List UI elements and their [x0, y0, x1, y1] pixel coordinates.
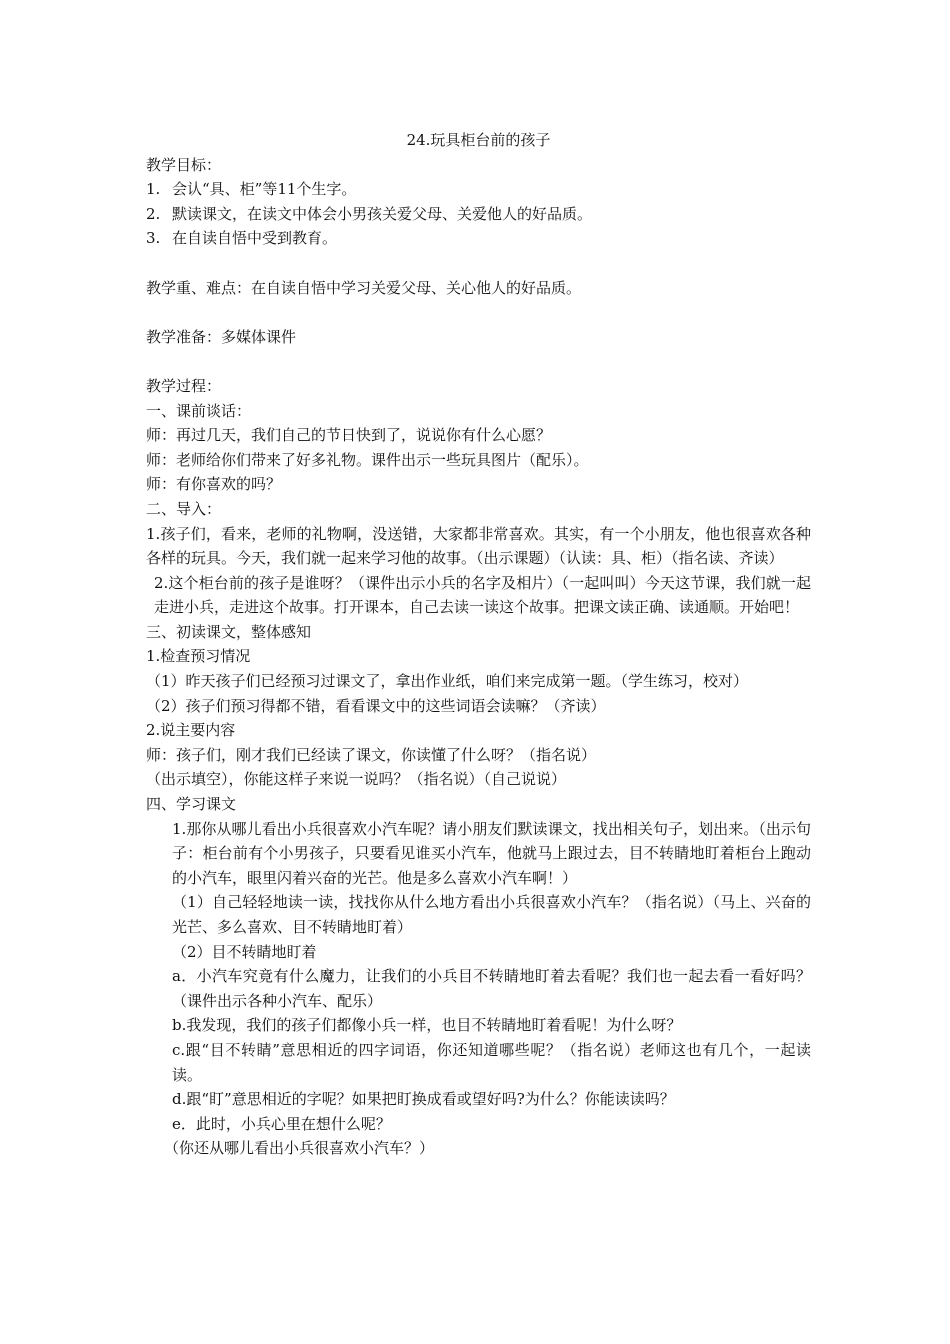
goal-item-2 — [146, 202, 811, 227]
document-page — [146, 128, 811, 1161]
section-2-paragraph-2: 2.这个柜台前的孩子是谁呀？（课件出示小兵的名字及相片）（一起叫叫）今天这节课，我们就一起走进小兵，走进这个故事。打开课本，自己去读一读这个故事。把课文读正确、读通顺。开始吧！ — [154, 573, 811, 617]
goal-number: 1. — [146, 180, 161, 199]
section-3-subheading-1: 1.检查预习情况 — [146, 647, 251, 666]
section-4-item-c: c.跟“目不转睛”意思相近的四字词语，你还知道哪些呢？（指名说）老师这也有几个，一起读读。 — [172, 1040, 811, 1084]
section-3-line-4: （出示填空），你能这样子来说一说吗？（指名说）（自己说说） — [146, 770, 567, 789]
goals-heading: 教学目标： — [146, 155, 222, 174]
section-3-heading: 三、初读课文，整体感知 — [146, 622, 312, 641]
goal-item-1 — [146, 177, 811, 202]
goal-text: 在自读自悟中受到教育。 — [172, 229, 338, 248]
section-4-closing-question: （你还从哪儿看出小兵很喜欢小汽车？） — [164, 1139, 435, 1158]
section-1-line-2: 师：老师给你们带来了好多礼物。课件出示一些玩具图片（配乐）。 — [146, 450, 589, 469]
section-4-item-e: e．此时，小兵心里在想什么呢？ — [172, 1114, 391, 1133]
goal-item-3 — [146, 226, 811, 251]
section-1-line-3: 师：有你喜欢的吗？ — [146, 475, 282, 494]
blank-line — [146, 349, 811, 374]
section-4-paragraph-2: （1）自己轻轻地读一读，找找你从什么地方看出小兵很喜欢小汽车？（指名说）（马上、兴奋的光芒、多么喜欢、目不转睛地盯着） — [172, 893, 811, 936]
section-1-line-1: 师：再过几天，我们自己的节日快到了，说说你有什么心愿？ — [146, 426, 552, 445]
process-heading: 教学过程： — [146, 376, 222, 395]
section-2-heading: 二、导入： — [146, 499, 222, 518]
section-4-item-b: b.我发现，我们的孩子们都像小兵一样，也目不转睛地盯着看呢！为什么呀？ — [172, 1016, 682, 1035]
section-2-paragraph-1: 1.孩子们，看来，老师的礼物啊，没送错，大家都非常喜欢。其实，有一个小朋友，他也很喜欢各种各样的玩具。今天，我们就一起来学习他的故事。（出示课题）（认读：具、柜）（指名读、齐读） — [146, 524, 811, 568]
section-3-line-1: （1）昨天孩子们已经预习过课文了，拿出作业纸，咱们来完成第一题。（学生练习，校对） — [146, 672, 749, 691]
section-3-line-2: （2）孩子们预习得都不错，看看课文中的这些词语会读嘛？（齐读） — [146, 696, 606, 715]
section-4-heading: 四、学习课文 — [146, 795, 237, 814]
section-3-line-3: 师：孩子们，刚才我们已经读了课文，你读懂了什么呀？（指名说） — [146, 745, 597, 764]
blank-line — [146, 300, 811, 325]
section-4-item-d: d.跟“盯”意思相近的字呢？如果把盯换成看或望好吗?为什么？你能读读吗？ — [172, 1090, 675, 1109]
key-points: 教学重、难点：在自读自悟中学习关爱父母、关心他人的好品质。 — [146, 278, 582, 297]
goal-text: 默读课文，在读文中体会小男孩关爱父母、关爱他人的好品质。 — [172, 204, 593, 223]
goal-number: 3. — [146, 229, 161, 248]
section-1-heading: 一、课前谈话： — [146, 401, 252, 420]
section-4-line-3: （2）目不转睛地盯着 — [172, 942, 317, 961]
section-4-item-a: a．小汽车究竟有什么魔力，让我们的小兵目不转睛地盯着去看呢？我们也一起去看一看好吗？（课件出示各种小汽车、配乐） — [172, 967, 811, 1010]
section-3-subheading-2: 2.说主要内容 — [146, 721, 236, 740]
goal-number: 2. — [146, 204, 161, 223]
document-title: 24.玩具柜台前的孩子 — [406, 131, 551, 149]
section-4-paragraph-1: 1.那你从哪儿看出小兵很喜欢小汽车呢？请小朋友们默读课文，找出相关句子，划出来。（出示句子：柜台前有个小男孩子，只要看见谁买小汽车，他就马上跟过去，目不转睛地盯着柜台上跑动的小汽车，眼里闪着兴奋的光芒。他是多么喜欢小汽车啊！） — [172, 819, 811, 887]
blank-line — [146, 251, 811, 276]
preparation: 教学准备：多媒体课件 — [146, 327, 297, 346]
goal-text: 会认“具、柜”等11个生字。 — [172, 180, 357, 199]
